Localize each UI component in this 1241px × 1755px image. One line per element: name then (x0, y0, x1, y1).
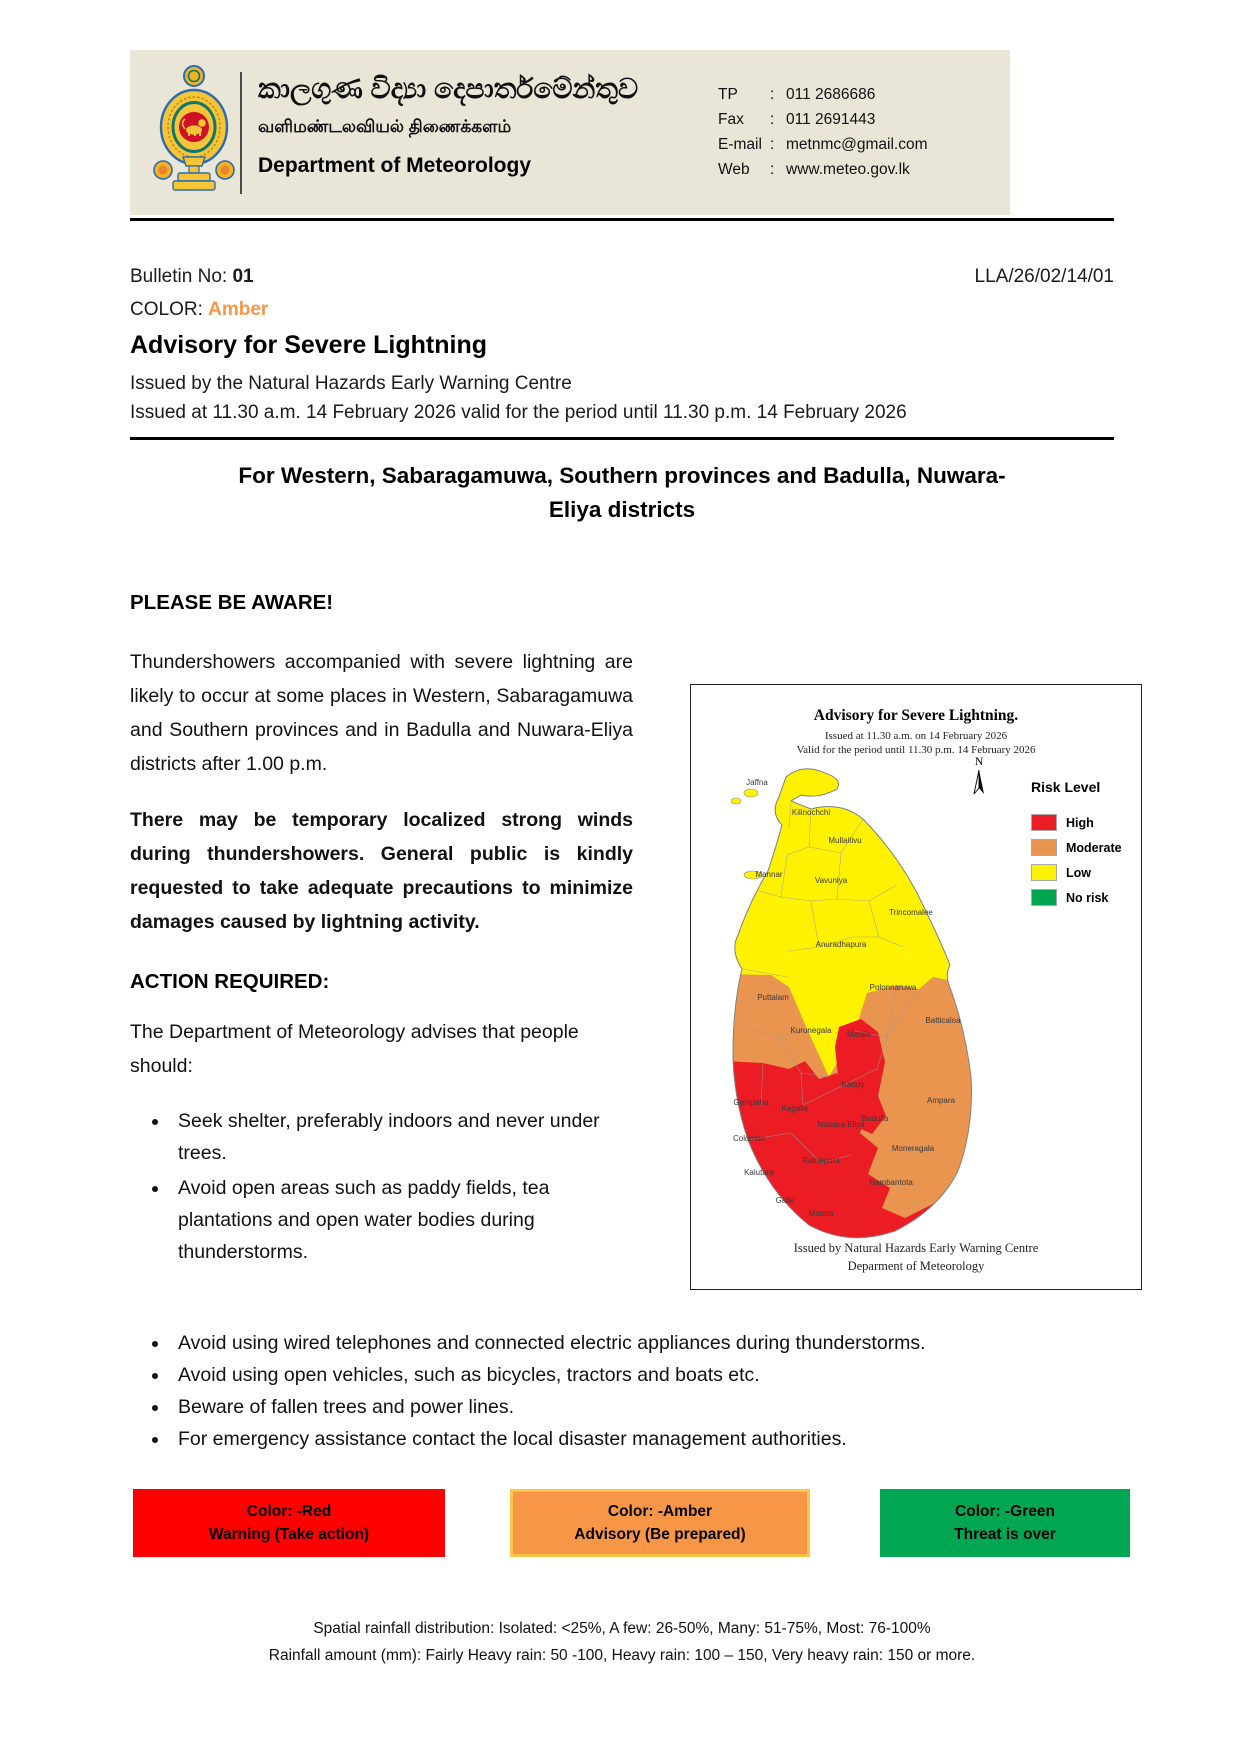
letterhead-divider (240, 72, 242, 194)
district-label: Batticaloa (925, 1016, 961, 1025)
footer-line2: Rainfall amount (mm): Fairly Heavy rain: 50 -100, Heavy rain: 100 – 150, Very heavy rain: 150 or more. (268, 1647, 976, 1664)
sri-lanka-national-emblem (152, 63, 236, 201)
district-label: Gampaha (733, 1098, 769, 1107)
status-box-line2: Warning (Take action) (208, 1526, 370, 1543)
region-heading (130, 459, 1114, 527)
status-box-line2: Threat is over (954, 1526, 1056, 1543)
list-item: • For emergency assistance contact the local disaster management authorities. (170, 1423, 1120, 1455)
legend-label: Low (1066, 865, 1091, 880)
letterhead (130, 50, 1010, 215)
moderate-risk-swatch (1031, 839, 1057, 856)
list-item: • Seek shelter, preferably indoors and never under trees. (170, 1105, 633, 1169)
legend-item-high (1031, 810, 1122, 835)
contact-label: Web (718, 161, 750, 178)
advisory-body-column (130, 645, 633, 1271)
bulletin-meta-row (130, 266, 1114, 288)
map-title: Advisory for Severe Lightning. (813, 707, 1019, 724)
contact-separator: : (770, 86, 775, 103)
district-label: Kilinochchi (791, 808, 831, 817)
action-bullet-list-full (130, 1327, 1120, 1455)
legend-label: High (1066, 815, 1094, 830)
district-label: Kurunegala (790, 1026, 832, 1035)
action-intro: The Department of Meteorology advises that people should: (130, 1021, 579, 1077)
district-label: Ratnapura (802, 1156, 840, 1165)
legend-title: Risk Level (1031, 779, 1101, 795)
low-risk-swatch (1031, 864, 1057, 881)
legend-label: Moderate (1066, 840, 1122, 855)
action-bullet-list (130, 1105, 633, 1268)
rainfall-definitions-footer (130, 1615, 1114, 1669)
district-label: Vavuniya (814, 876, 848, 885)
status-box-line2: Advisory (Be prepared) (574, 1526, 746, 1543)
aware-heading: PLEASE BE AWARE! (130, 591, 334, 614)
risk-map-figure (690, 684, 1142, 1290)
district-label: Kandy (841, 1080, 865, 1089)
contact-label: E-mail (718, 136, 762, 153)
district-label: Mullaitivu (828, 836, 862, 845)
district-label: Polonnaruwa (869, 983, 917, 992)
contact-row-tp (718, 82, 927, 107)
status-box-red (133, 1489, 445, 1557)
action-required-heading: ACTION REQUIRED: (130, 970, 330, 993)
district-label: Matara (808, 1209, 834, 1218)
header-rule (130, 218, 1114, 221)
dept-name-english: Department of Meteorology (258, 154, 532, 177)
district-label: Jaffna (746, 778, 768, 787)
district-label: Moneragala (891, 1144, 935, 1153)
department-titles (258, 66, 698, 182)
body-paragraph-1: Thundershowers accompanied with severe lightning are likely to occur at some places in Western, Sabaragamuwa and Southern provinces and in Badulla and Nuwara-Eliya districts after 1.00 p.m. (130, 651, 633, 775)
map-caption-line2: Deparment of Meteorology (847, 1259, 985, 1273)
contact-row-email (718, 132, 927, 157)
no-risk-swatch (1031, 889, 1057, 906)
contact-separator: : (770, 111, 775, 128)
contact-value: 011 2691443 (786, 111, 876, 128)
bulletin-no-value: 01 (232, 266, 254, 287)
bulletin-number (130, 266, 254, 288)
contact-value: www.meteo.gov.lk (786, 161, 910, 178)
color-value: Amber (208, 299, 269, 320)
sri-lanka-risk-map (691, 685, 1143, 1291)
status-box-line1: Color: -Red (246, 1503, 332, 1520)
status-box-line1: Color: -Amber (607, 1503, 713, 1520)
legend-item-low (1031, 860, 1122, 885)
list-item: • Avoid open areas such as paddy fields, tea plantations and open water bodies during thunderstorms. (170, 1172, 633, 1268)
reference-number: LLA/26/02/14/01 (974, 266, 1114, 287)
dept-name-tamil: வளிமண்டலவியல் திணைக்களம் (258, 117, 512, 136)
contact-separator: : (770, 136, 775, 153)
map-caption-line1: Issued by Natural Hazards Early Warning Centre (793, 1241, 1039, 1255)
district-label: Hambantota (869, 1178, 913, 1187)
color-status-row (130, 299, 268, 321)
district-label: Anuradhapura (815, 940, 867, 949)
list-item: • Beware of fallen trees and power lines. (170, 1391, 1120, 1423)
district-label: Badulla (861, 1114, 889, 1123)
contact-label: Fax (718, 111, 744, 128)
contact-separator: : (770, 161, 775, 178)
list-item: • Avoid using wired telephones and connected electric appliances during thunderstorms. (170, 1327, 1120, 1359)
contact-row-web (718, 157, 927, 182)
district-label: Kegalle (781, 1104, 809, 1113)
district-label: Galle (775, 1196, 795, 1205)
contact-block (718, 82, 927, 182)
district-label: Mannar (755, 870, 783, 879)
list-item: • Avoid using open vehicles, such as bicycles, tractors and boats etc. (170, 1359, 1120, 1391)
bulletin-label: Bulletin No: (130, 266, 228, 287)
north-arrow-icon (971, 768, 987, 796)
region-heading-line1: For Western, Sabaragamuwa, Southern provinces and Badulla, Nuwara- (238, 463, 1006, 488)
islet (731, 798, 741, 804)
district-label: Nuwara Eliya (817, 1120, 865, 1129)
legend-label: No risk (1066, 890, 1109, 905)
validity-line: Issued at 11.30 a.m. 14 February 2026 valid for the period until 11.30 p.m. 14 February 2026 (130, 402, 907, 423)
district-label: Puttalam (757, 993, 789, 1002)
district-label: Colombo (732, 1134, 766, 1143)
status-box-green (880, 1489, 1130, 1557)
contact-label: TP (718, 86, 738, 103)
advisory-title: Advisory for Severe Lightning (130, 331, 488, 359)
color-label: COLOR: (130, 299, 203, 320)
north-label: N (974, 756, 984, 768)
legend-item-moderate (1031, 835, 1122, 860)
high-risk-swatch (1031, 814, 1057, 831)
north-indicator (967, 757, 991, 801)
district-label: Ampara (926, 1096, 956, 1105)
dept-name-sinhala: කාලගුණ විද්‍යා දෙපාර්තමේන්තුව (258, 73, 639, 104)
contact-value: metnmc@gmail.com (786, 136, 928, 153)
risk-level-legend (1031, 779, 1122, 910)
status-box-line1: Color: -Green (955, 1503, 1055, 1520)
region-heading-line2: Eliya districts (548, 497, 696, 522)
section-rule (130, 437, 1114, 440)
islet (744, 789, 758, 797)
footer-line1: Spatial rainfall distribution: Isolated: <25%, A few: 26-50%, Many: 51-75%, Most: 76-100% (313, 1620, 931, 1637)
map-subtitle-valid: Valid for the period until 11.30 p.m. 14 February 2026 (796, 744, 1036, 756)
district-label: Matale (846, 1030, 872, 1039)
map-subtitle-issued: Issued at 11.30 a.m. on 14 February 2026 (824, 730, 1008, 742)
district-label: Kalutara (744, 1168, 774, 1177)
body-paragraph-2: There may be temporary localized strong winds during thundershowers. General public is kindly requested to take adequate precautions to minimize damages caused by lightning activity. (130, 809, 633, 933)
contact-row-fax (718, 107, 927, 132)
issued-by-line: Issued by the Natural Hazards Early Warning Centre (130, 373, 572, 394)
legend-item-norisk (1031, 885, 1122, 910)
district-label: Trincomalee (889, 908, 933, 917)
status-box-amber (510, 1489, 810, 1557)
contact-value: 011 2686686 (786, 86, 876, 103)
